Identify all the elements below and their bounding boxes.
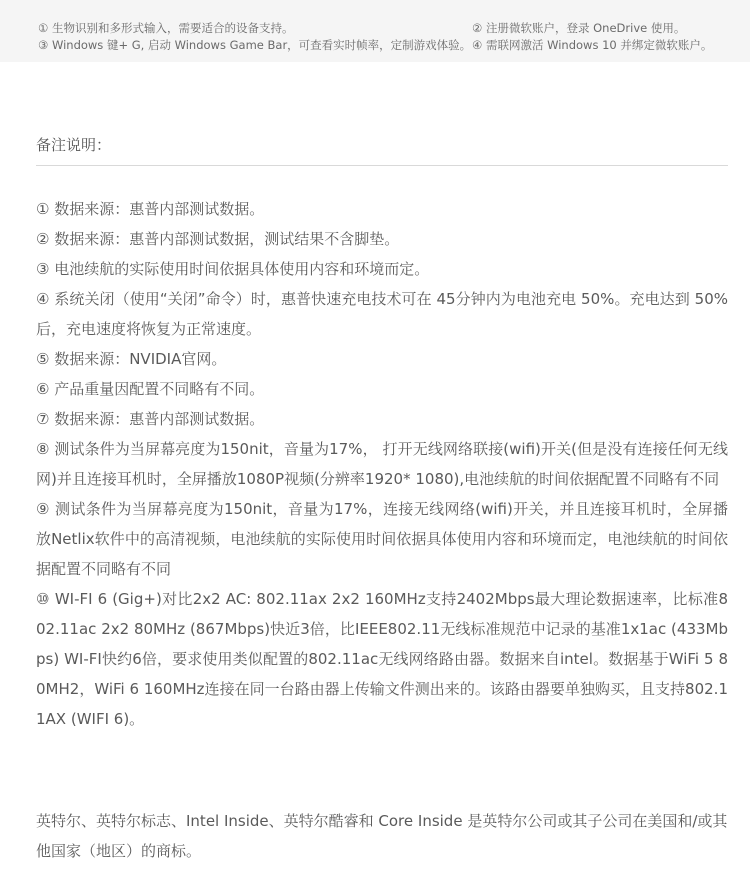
remark-item-1: ① 数据来源：惠普内部测试数据。 xyxy=(36,200,265,218)
top-footnote-strip xyxy=(0,0,750,62)
remark-item-5: ⑤ 数据来源：NVIDIA官网。 xyxy=(36,350,227,368)
remarks-heading: 备注说明： xyxy=(36,136,112,154)
remark-item-6: ⑥ 产品重量因配置不同略有不同。 xyxy=(36,380,265,398)
remark-item-3: ③ 电池续航的实际使用时间依据具体使用内容和环境而定。 xyxy=(36,260,430,278)
top-note-3: ③ Windows 键+ G, 启动 Windows Game Bar，可查看实时帧率，定制游戏体验。 xyxy=(38,38,472,52)
top-note-2: ② 注册微软账户，登录 OneDrive 使用。 xyxy=(472,21,686,35)
remark-item-4: ④ 系统关闭（使用“关闭”命令）时，惠普快速充电技术可在 45分钟内为电池充电 50%。充电达到 50% 后，充电速度将恢复为正常速度。 xyxy=(36,290,728,338)
remark-item-10: ⑩ WI-FI 6 (Gig+)对比2x2 AC: 802.11ax 2x2 160MHz支持2402Mbps最大理论数据速率，比标准802.11ac 2x2 80MHz (867Mbps)快近3倍，比IEEE802.11无线标准规范中记录的基准1x1ac (433Mbps) WI-FI快约6倍，要求使用类似配置的802.11ac无线网络路由器。数据来自intel。数据基于WiFi 5 80MH2，WiFi 6 160MHz连接在同一台路由器上传输文件测出来的。该路由器要单独购买，且支持802.11AX (WIFI 6)。 xyxy=(36,590,728,728)
remark-item-7: ⑦ 数据来源：惠普内部测试数据。 xyxy=(36,410,265,428)
trademark-notice: 英特尔、英特尔标志、Intel Inside、英特尔酷睿和 Core Inside 是英特尔公司或其子公司在美国和/或其他国家（地区）的商标。 xyxy=(36,812,728,860)
top-note-1: ① 生物识别和多形式输入，需要适合的设备支持。 xyxy=(38,21,294,35)
remark-item-9: ⑨ 测试条件为当屏幕亮度为150nit，音量为17%，连接无线网络(wifi)开关，并且连接耳机时，全屏播放Netlix软件中的高清视频，电池续航的实际使用时间依据具体使用内容和环境而定，电池续航的时间依据配置不同略有不同 xyxy=(36,500,728,578)
remark-item-8: ⑧ 测试条件为当屏幕亮度为150nit，音量为17%， 打开无线网络联接(wifi)开关(但是没有连接任何无线网)并且连接耳机时，全屏播放1080P视频(分辨率1920* 1080),电池续航的时间依据配置不同略有不同 xyxy=(36,440,728,488)
top-note-4: ④ 需联网激活 Windows 10 并绑定微软账户。 xyxy=(472,38,713,52)
heading-divider xyxy=(36,165,728,166)
remark-item-2: ② 数据来源：惠普内部测试数据，测试结果不含脚垫。 xyxy=(36,230,400,248)
remarks-list xyxy=(36,194,728,734)
